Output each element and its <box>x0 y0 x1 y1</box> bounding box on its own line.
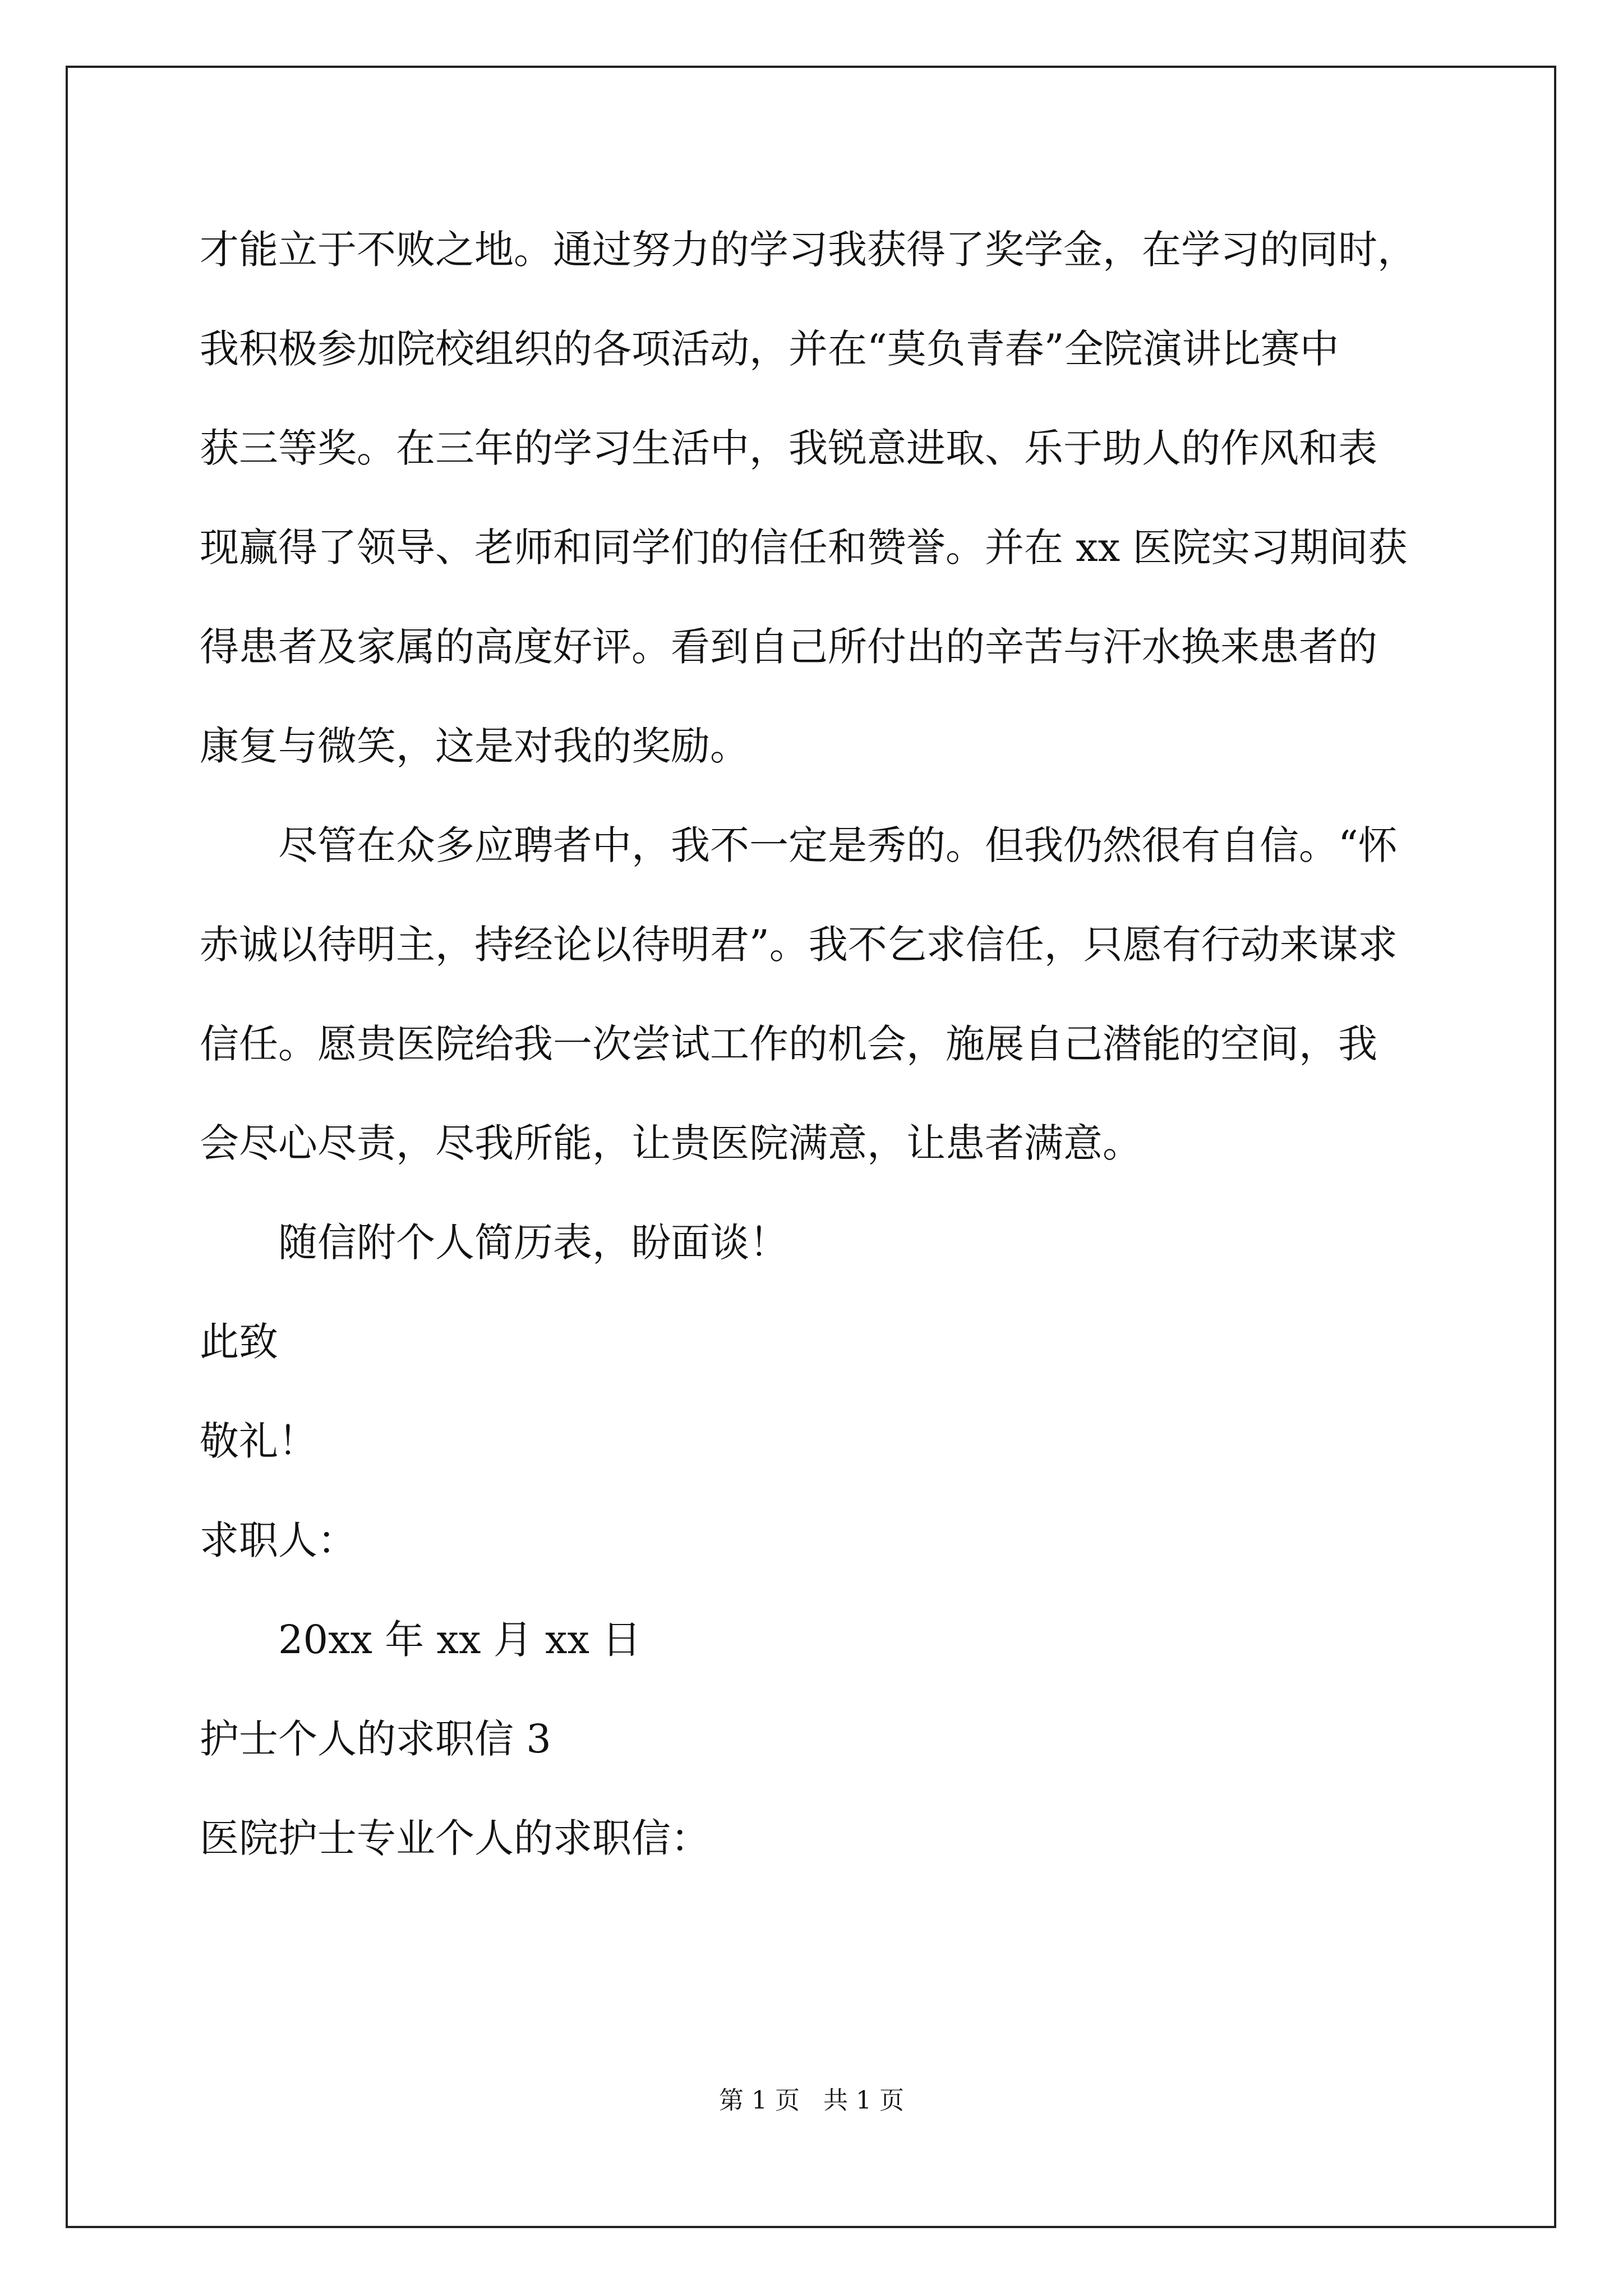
paragraph-line: 得患者及家属的高度好评。看到自己所付出的辛苦与汗水换来患者的 <box>200 624 1377 670</box>
paragraph-line: 赤诚以待明主，持经论以待明君”。我不乞求信任，只愿有行动来谋求 <box>200 922 1398 968</box>
closing-regards: 敬礼！ <box>200 1418 317 1464</box>
paragraph-line: 会尽心尽责，尽我所能，让贵医院满意，让患者满意。 <box>200 1120 1142 1166</box>
closing-salutation: 此致 <box>200 1319 278 1365</box>
paragraph-line: 信任。愿贵医院给我一次尝试工作的机会，施展自己潜能的空间，我 <box>200 1021 1377 1067</box>
signature-label: 求职人： <box>200 1517 357 1563</box>
paragraph-line: 康复与微笑，这是对我的奖励。 <box>200 723 749 769</box>
date-line: 20xx 年 xx 月 xx 日 <box>278 1617 642 1663</box>
paragraph-line: 现赢得了领导、老师和同学们的信任和赞誉。并在 xx 医院实习期间获 <box>200 524 1408 570</box>
paragraph-line: 我积极参加院校组织的各项活动，并在“莫负青春”全院演讲比赛中 <box>200 326 1339 372</box>
paragraph-line: 随信附个人简历表，盼面谈！ <box>278 1220 789 1266</box>
page-footer: 第 1 页 共 1 页 <box>719 2086 904 2115</box>
letter-greeting: 医院护士专业个人的求职信： <box>200 1815 710 1861</box>
paragraph-line: 获三等奖。在三年的学习生活中，我锐意进取、乐于助人的作风和表 <box>200 425 1377 471</box>
section-heading: 护士个人的求职信 3 <box>200 1716 551 1762</box>
paragraph-line: 尽管在众多应聘者中，我不一定是秀的。但我仍然很有自信。“怀 <box>278 822 1398 868</box>
paragraph-line: 才能立于不败之地。通过努力的学习我获得了奖学金，在学习的同时， <box>200 227 1417 273</box>
